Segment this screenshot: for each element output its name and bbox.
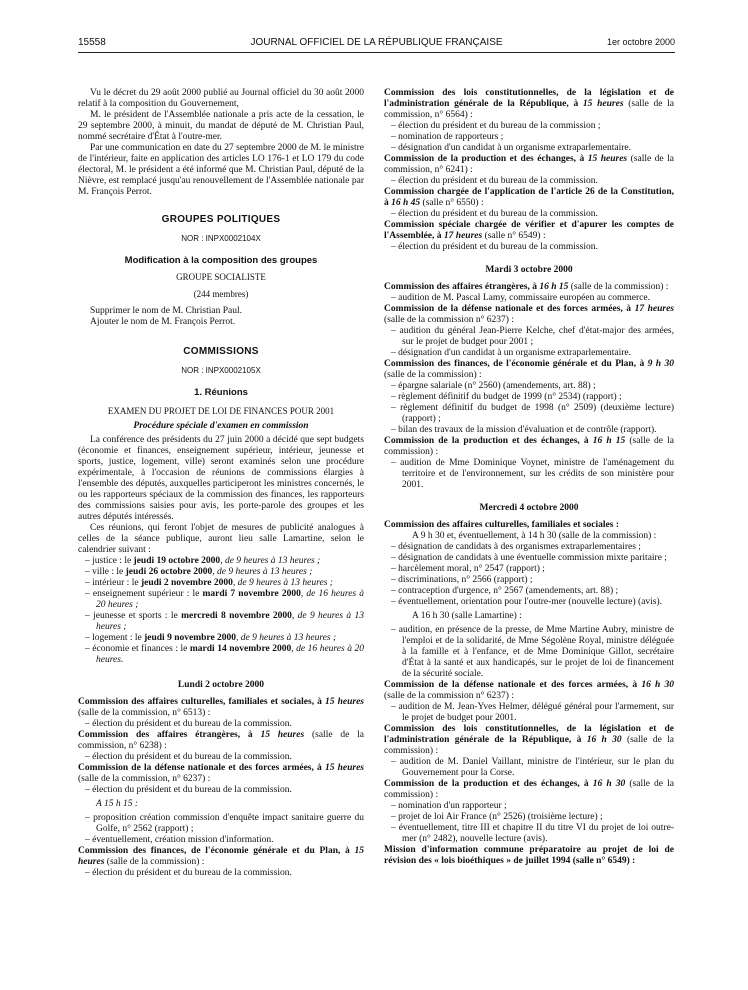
mardi-title: Mardi 3 octobre 2000: [485, 265, 573, 275]
intro-para-3: Par une communication en date du 27 septembre 2000 de M. le ministre de l'intérieur, faite en application des articles LO 176-1 et LO 179 du code électoral, M. le président a été informé que M. Christian Paul, député de la Nièvre, est remplacé jusqu'au renouvellement de l'Assemblée nationale par M. François Perrot.: [78, 143, 364, 197]
time-subheading: A 16 h 30 (salle Lamartine) :: [412, 611, 522, 621]
agenda-item: – audition de M. Daniel Vaillant, ministre de l'intérieur, sur le plan du Gouvernement pour la Corse.: [391, 757, 674, 778]
agenda-item: – audition, en présence de la presse, de Mme Martine Aubry, ministre de l'emploi et de la solidarité, de Mme Ségolène Royal, ministre déléguée à la famille et à l'enfance, et de Mme Dominique Gillot, secrétaire d'État à la santé et aux handicapés, sur le projet de loi de financement de la sécurité sociale.: [391, 625, 674, 679]
lundi-commission-title: Commission des affaires culturelles, familiales et sociales, à 15 heures (salle de la commission, n° 6513) :: [78, 697, 364, 718]
agenda-item: – audition de Mme Dominique Voynet, ministre de l'aménagement du territoire et de l'environnement, sur les crédits de son ministère pour 2001.: [391, 458, 674, 490]
agenda-item: – audition de M. Jean-Yves Helmer, délégué général pour l'armement, sur le projet de budget pour 2001.: [391, 702, 674, 723]
time-subheading: A 9 h 30 et, éventuellement, à 14 h 30 (salle de la commission) :: [412, 531, 657, 541]
lundi-commission-title: Commission des finances, de l'économie générale et du Plan, à 15 heures (salle de la commission) :: [78, 846, 364, 867]
agenda-item: – élection du président et du bureau de la commission.: [85, 719, 292, 729]
agenda-item: – harcèlement moral, n° 2547 (rapport) ;: [391, 564, 545, 574]
mission-title: Mission d'information commune préparatoire au projet de loi de révision des « lois bioéthiques » de juillet 1994 (salle n° 6549) :: [384, 845, 674, 866]
journal-title: JOURNAL OFFICIEL DE LA RÉPUBLIQUE FRANÇAISE: [250, 37, 503, 48]
groupes-title: GROUPES POLITIQUES: [161, 214, 281, 225]
reunions-title: 1. Réunions: [194, 387, 248, 398]
groupe-members: (244 membres): [193, 289, 249, 299]
issue-date: 1er octobre 2000: [606, 37, 675, 47]
agenda-item: – élection du président et du bureau de la commission.: [85, 752, 292, 762]
mardi-commission-title: Commission des affaires étrangères, à 16 h 15 (salle de la commission) :: [384, 282, 669, 292]
agenda-item: – discriminations, n° 2566 (rapport) ;: [391, 575, 533, 585]
time-subheading: A 15 h 15 :: [96, 799, 139, 809]
agenda-item: – nomination d'un rapporteur ;: [391, 801, 507, 811]
agenda-item: – éventuellement, création mission d'information.: [85, 835, 274, 845]
agenda-item: – bilan des travaux de la mission d'évaluation et de contrôle (rapport).: [391, 425, 657, 435]
mercredi-commission-title: Commission de la production et des échanges, à 16 h 30 (salle de la commission) :: [384, 779, 674, 800]
examen-title: EXAMEN DU PROJET DE LOI DE FINANCES POUR 2001: [107, 406, 335, 416]
agenda-item: – élection du président et du bureau de la commission ;: [391, 121, 601, 131]
calendar-item: – justice : le jeudi 19 octobre 2000, de 9 heures à 13 heures ;: [85, 556, 321, 566]
agenda-item: – audition de M. Pascal Lamy, commissaire européen au commerce.: [391, 293, 650, 303]
agenda-item: – élection du président et du bureau de la commission.: [391, 242, 598, 252]
agenda-item: – désignation de candidats à une éventuelle commission mixte paritaire ;: [391, 553, 667, 563]
agenda-item: – désignation d'un candidat à un organisme extraparlementaire.: [391, 143, 632, 153]
commission-title: Commission spéciale chargée de vérifier et d'apurer les comptes de l'Assemblée, à 17 heures (salle n° 6549) :: [384, 220, 674, 241]
intro-para-1: Vu le décret du 29 août 2000 publié au Journal officiel du 30 août 2000 relatif à la composition du Gouvernement,: [78, 88, 364, 109]
calendar-item: – enseignement supérieur : le mardi 7 novembre 2000, de 16 heures à 20 heures ;: [85, 589, 364, 610]
agenda-item: – désignation de candidats à des organismes extraparlementaires ;: [391, 542, 641, 552]
agenda-item: – projet de loi Air France (n° 2526) (troisième lecture) ;: [391, 812, 603, 822]
calendar-item: – intérieur : le jeudi 2 novembre 2000, de 9 heures à 13 heures ;: [85, 578, 333, 588]
mardi-commission-title: Commission de la défense nationale et des forces armées, à 17 heures (salle de la commission n° 6237) :: [384, 304, 674, 325]
agenda-item: – règlement définitif du budget de 1999 (n° 2534) (rapport) ;: [391, 392, 622, 402]
intro-para-2: M. le président de l'Assemblée nationale a pris acte de la cessation, le 29 septembre 2000, à minuit, du mandat de député de M. Christian Paul, nommé secrétaire d'État à l'outre-mer.: [78, 110, 364, 142]
groupe-name: GROUPE SOCIALISTE: [176, 272, 266, 282]
left-column: [78, 88, 364, 879]
page-header: [78, 37, 675, 51]
agenda-item: – nomination de rapporteurs ;: [391, 132, 504, 142]
procedure-para-1: La conférence des présidents du 27 juin 2000 a décidé que sept budgets (économie et finances, enseignement supérieur, intérieur, jeunesse et sports, justice, logement, ville) seront examinés selon une procédure expérimentale, à l'occasion de réunions de commissions élargies à l'ensemble des députés, auxquelles participeront les ministres concernés, le ou les rapporteurs spéciaux de la commission des finances, les rapporteurs des commissions saisies pour avis, les porte-parole des groupes et les autres députés intéressés.: [78, 435, 364, 522]
agenda-item: – désignation d'un candidat à un organisme extraparlementaire.: [391, 348, 632, 358]
commission-title: Commission de la production et des échanges, à 15 heures (salle de la commission, n° 6241) :: [384, 154, 674, 175]
mercredi-title: Mercredi 4 octobre 2000: [479, 503, 579, 513]
agenda-item: – contraception d'urgence, n° 2567 (amendements, art. 88) ;: [391, 586, 619, 596]
groupe-line-2: Ajouter le nom de M. François Perrot.: [90, 317, 236, 327]
page-number: 15558: [78, 37, 106, 48]
lundi-title: Lundi 2 octobre 2000: [177, 680, 265, 690]
right-column: [384, 88, 674, 867]
commissions-title: COMMISSIONS: [183, 346, 259, 357]
mercredi-commission-title: Commission des lois constitutionnelles, de la législation et de l'administration générale de la République, à 16 h 30 (salle de la commission) :: [384, 724, 674, 756]
header-rule: [78, 52, 675, 53]
groupe-line-1: Supprimer le nom de M. Christian Paul.: [90, 306, 242, 316]
calendar-item: – jeunesse et sports : le mercredi 8 novembre 2000, de 9 heures à 13 heures ;: [85, 611, 364, 632]
agenda-item: – éventuellement, orientation pour l'outre-mer (nouvelle lecture) (avis).: [391, 597, 663, 607]
agenda-item: – élection du président et du bureau de la commission.: [85, 868, 292, 878]
agenda-item: – proposition création commission d'enquête impact sanitaire guerre du Golfe, n° 2562 (rapport) ;: [85, 813, 364, 834]
lundi-commission-title: Commission de la défense nationale et des forces armées, à 15 heures (salle de la commission, n° 6237) :: [78, 763, 364, 784]
agenda-item: – règlement définitif du budget de 1998 (n° 2509) (deuxième lecture) (rapport) ;: [391, 403, 674, 424]
modif-title: Modification à la composition des groupes: [124, 255, 318, 266]
calendar-item: – ville : le jeudi 26 octobre 2000, de 9 heures à 13 heures ;: [85, 567, 313, 577]
mardi-commission-title: Commission des finances, de l'économie générale et du Plan, à 9 h 30 (salle de la commission) :: [384, 359, 674, 380]
commission-title: Commission chargée de l'application de l'article 26 de la Constitution, à 16 h 45 (salle n° 6550) :: [384, 187, 674, 208]
procedure-title: Procédure spéciale d'examen en commission: [133, 421, 309, 431]
mercredi-cult-title: Commission des affaires culturelles, familiales et sociales :: [384, 520, 620, 530]
mardi-commission-title: Commission de la production et des échanges, à 16 h 15 (salle de la commission) :: [384, 436, 674, 457]
calendar-list: [78, 556, 364, 666]
agenda-item: – élection du président et du bureau de la commission.: [85, 785, 292, 795]
agenda-item: – éventuellement, titre III et chapitre II du titre VI du projet de loi outre-mer (n° 2482), nouvelle lecture (avis).: [391, 823, 674, 844]
commission-title: Commission des lois constitutionnelles, de la législation et de l'administration générale de la République, à 15 heures (salle de la commission, n° 6564) :: [384, 88, 674, 120]
mercredi-commission-title: Commission de la défense nationale et des forces armées, à 16 h 30 (salle de la commission n° 6237) :: [384, 680, 674, 701]
procedure-para-2: Ces réunions, qui feront l'objet de mesures de publicité analogues à celles de la séance publique, auront lieu salle Lamartine, selon le calendrier suivant :: [78, 523, 364, 555]
agenda-item: – élection du président et du bureau de la commission.: [391, 209, 598, 219]
agenda-item: – audition du général Jean-Pierre Kelche, chef d'état-major des armées, sur le projet de budget pour 2001 ;: [391, 326, 674, 347]
commissions-nor: NOR : INPX0002105X: [181, 366, 261, 375]
agenda-item: – épargne salariale (n° 2560) (amendements, art. 88) ;: [391, 381, 596, 391]
calendar-item: – économie et finances : le mardi 14 novembre 2000, de 16 heures à 20 heures.: [85, 644, 364, 665]
agenda-item: – élection du président et du bureau de la commission.: [391, 176, 598, 186]
calendar-item: – logement : le jeudi 9 novembre 2000, de 9 heures à 13 heures ;: [85, 633, 337, 643]
groupes-nor: NOR : INPX0002104X: [181, 234, 261, 243]
lundi-commission-title: Commission des affaires étrangères, à 15 heures (salle de la commission, n° 6238) :: [78, 730, 364, 751]
